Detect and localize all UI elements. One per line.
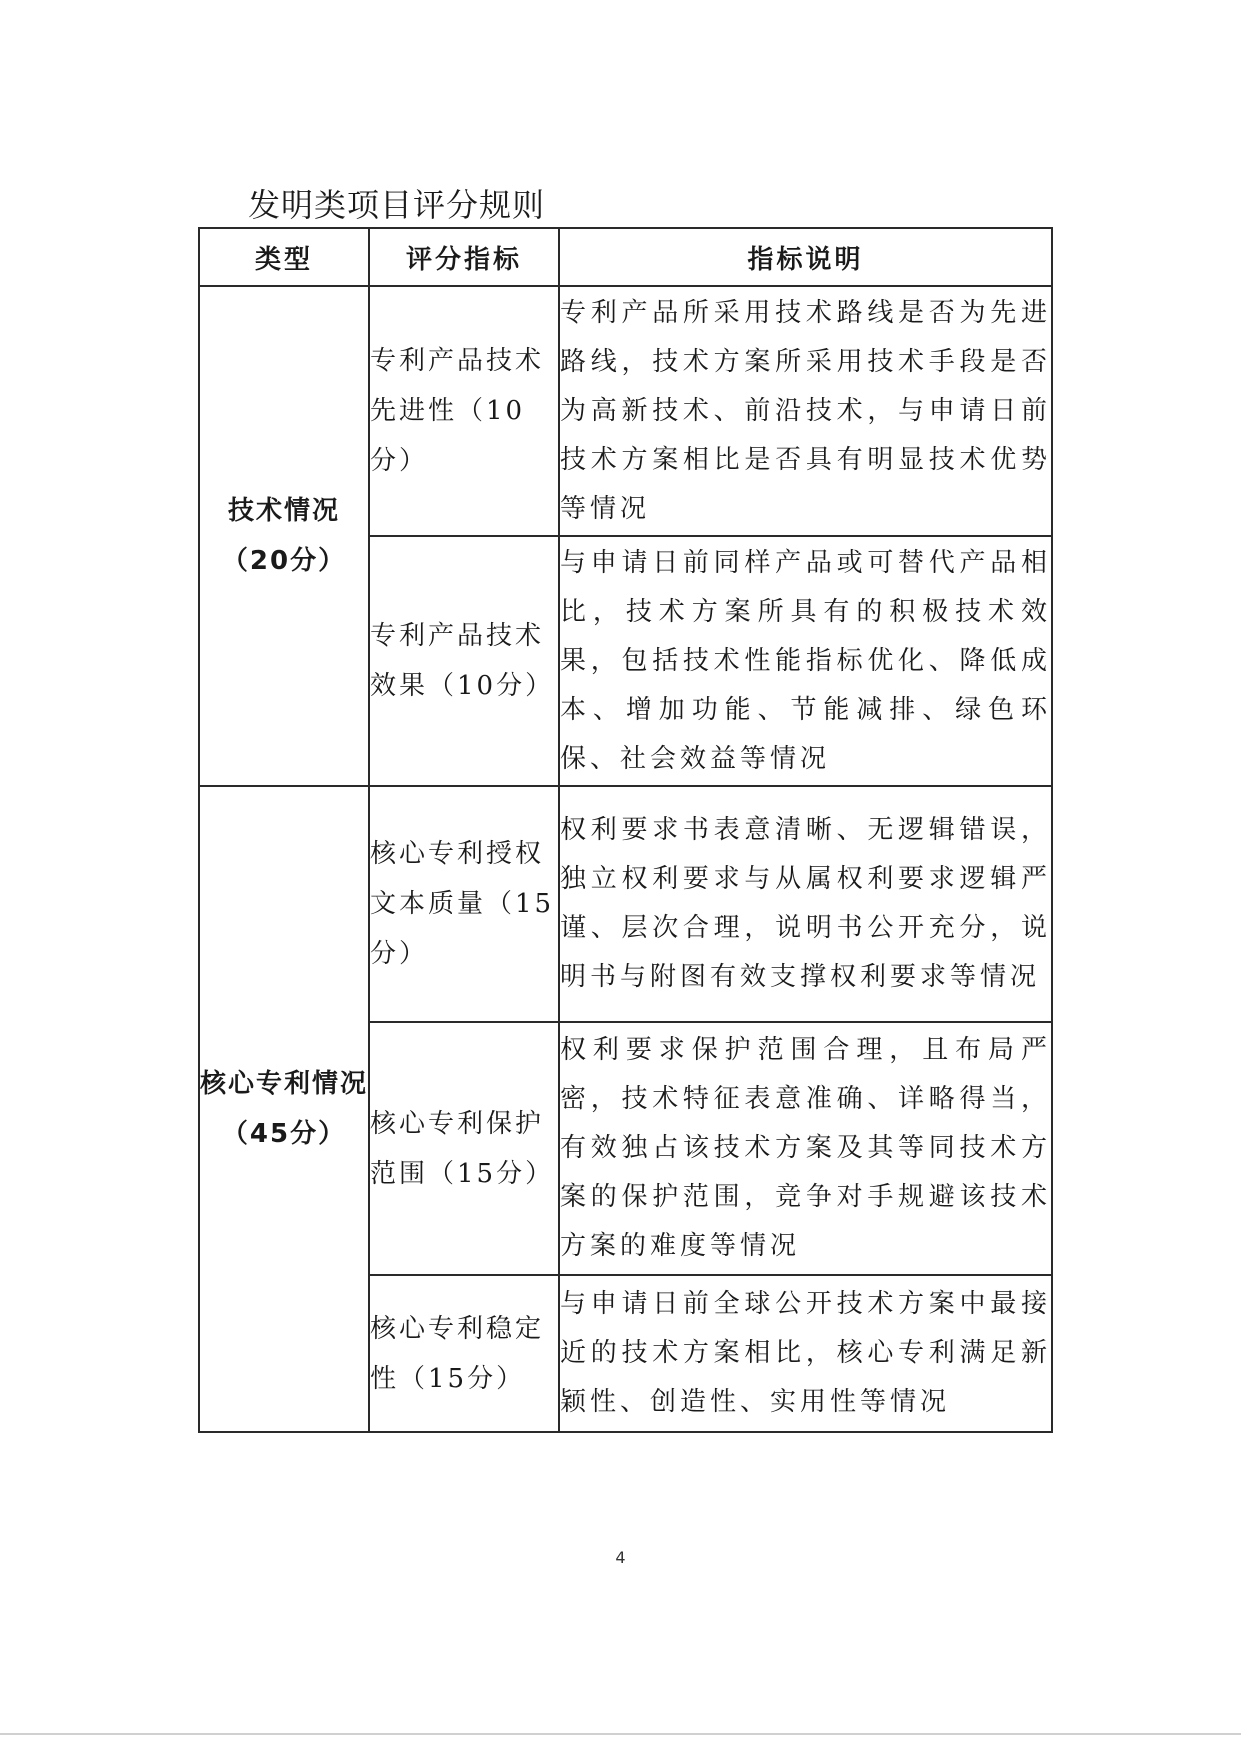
type-score: （20分） [221, 546, 347, 576]
type-cell-core-patent [199, 786, 369, 1432]
table-row [199, 286, 1052, 536]
header-metric: 评分指标 [369, 228, 559, 286]
metric-cell: 专利产品技术效果（10分） [369, 536, 559, 786]
header-type: 类型 [199, 228, 369, 286]
metric-cell: 核心专利保护范围（15分） [369, 1022, 559, 1275]
type-name: 技术情况 [227, 496, 340, 526]
description-cell: 权利要求书表意清晰、无逻辑错误，独立权利要求与从属权利要求逻辑严谨、层次合理，说明书公开充分，说明书与附图有效支撑权利要求等情况 [559, 786, 1052, 1022]
type-name: 核心专利情况 [200, 1069, 369, 1099]
metric-cell: 核心专利授权文本质量（15分） [369, 786, 559, 1022]
table-header-row [199, 228, 1052, 286]
description-cell: 专利产品所采用技术路线是否为先进路线，技术方案所采用技术手段是否为高新技术、前沿技术，与申请日前技术方案相比是否具有明显技术优势等情况 [559, 286, 1052, 536]
scoring-rules-table [198, 227, 1053, 1433]
header-description: 指标说明 [559, 228, 1052, 286]
metric-cell: 核心专利稳定性（15分） [369, 1275, 559, 1432]
description-cell: 与申请日前同样产品或可替代产品相比，技术方案所具有的积极技术效果，包括技术性能指标优化、降低成本、增加功能、节能减排、绿色环保、社会效益等情况 [559, 536, 1052, 786]
scan-edge-divider [0, 1733, 1241, 1735]
type-cell-tech [199, 286, 369, 786]
page-title: 发明类项目评分规则 [248, 186, 546, 224]
description-cell: 权利要求保护范围合理，且布局严密，技术特征表意准确、详略得当，有效独占该技术方案及其等同技术方案的保护范围，竞争对手规避该技术方案的难度等情况 [559, 1022, 1052, 1275]
page-number: 4 [615, 1548, 626, 1567]
type-score: （45分） [221, 1119, 347, 1149]
metric-cell: 专利产品技术先进性（10分） [369, 286, 559, 536]
description-cell: 与申请日前全球公开技术方案中最接近的技术方案相比，核心专利满足新颖性、创造性、实用性等情况 [559, 1275, 1052, 1432]
table-row [199, 786, 1052, 1022]
